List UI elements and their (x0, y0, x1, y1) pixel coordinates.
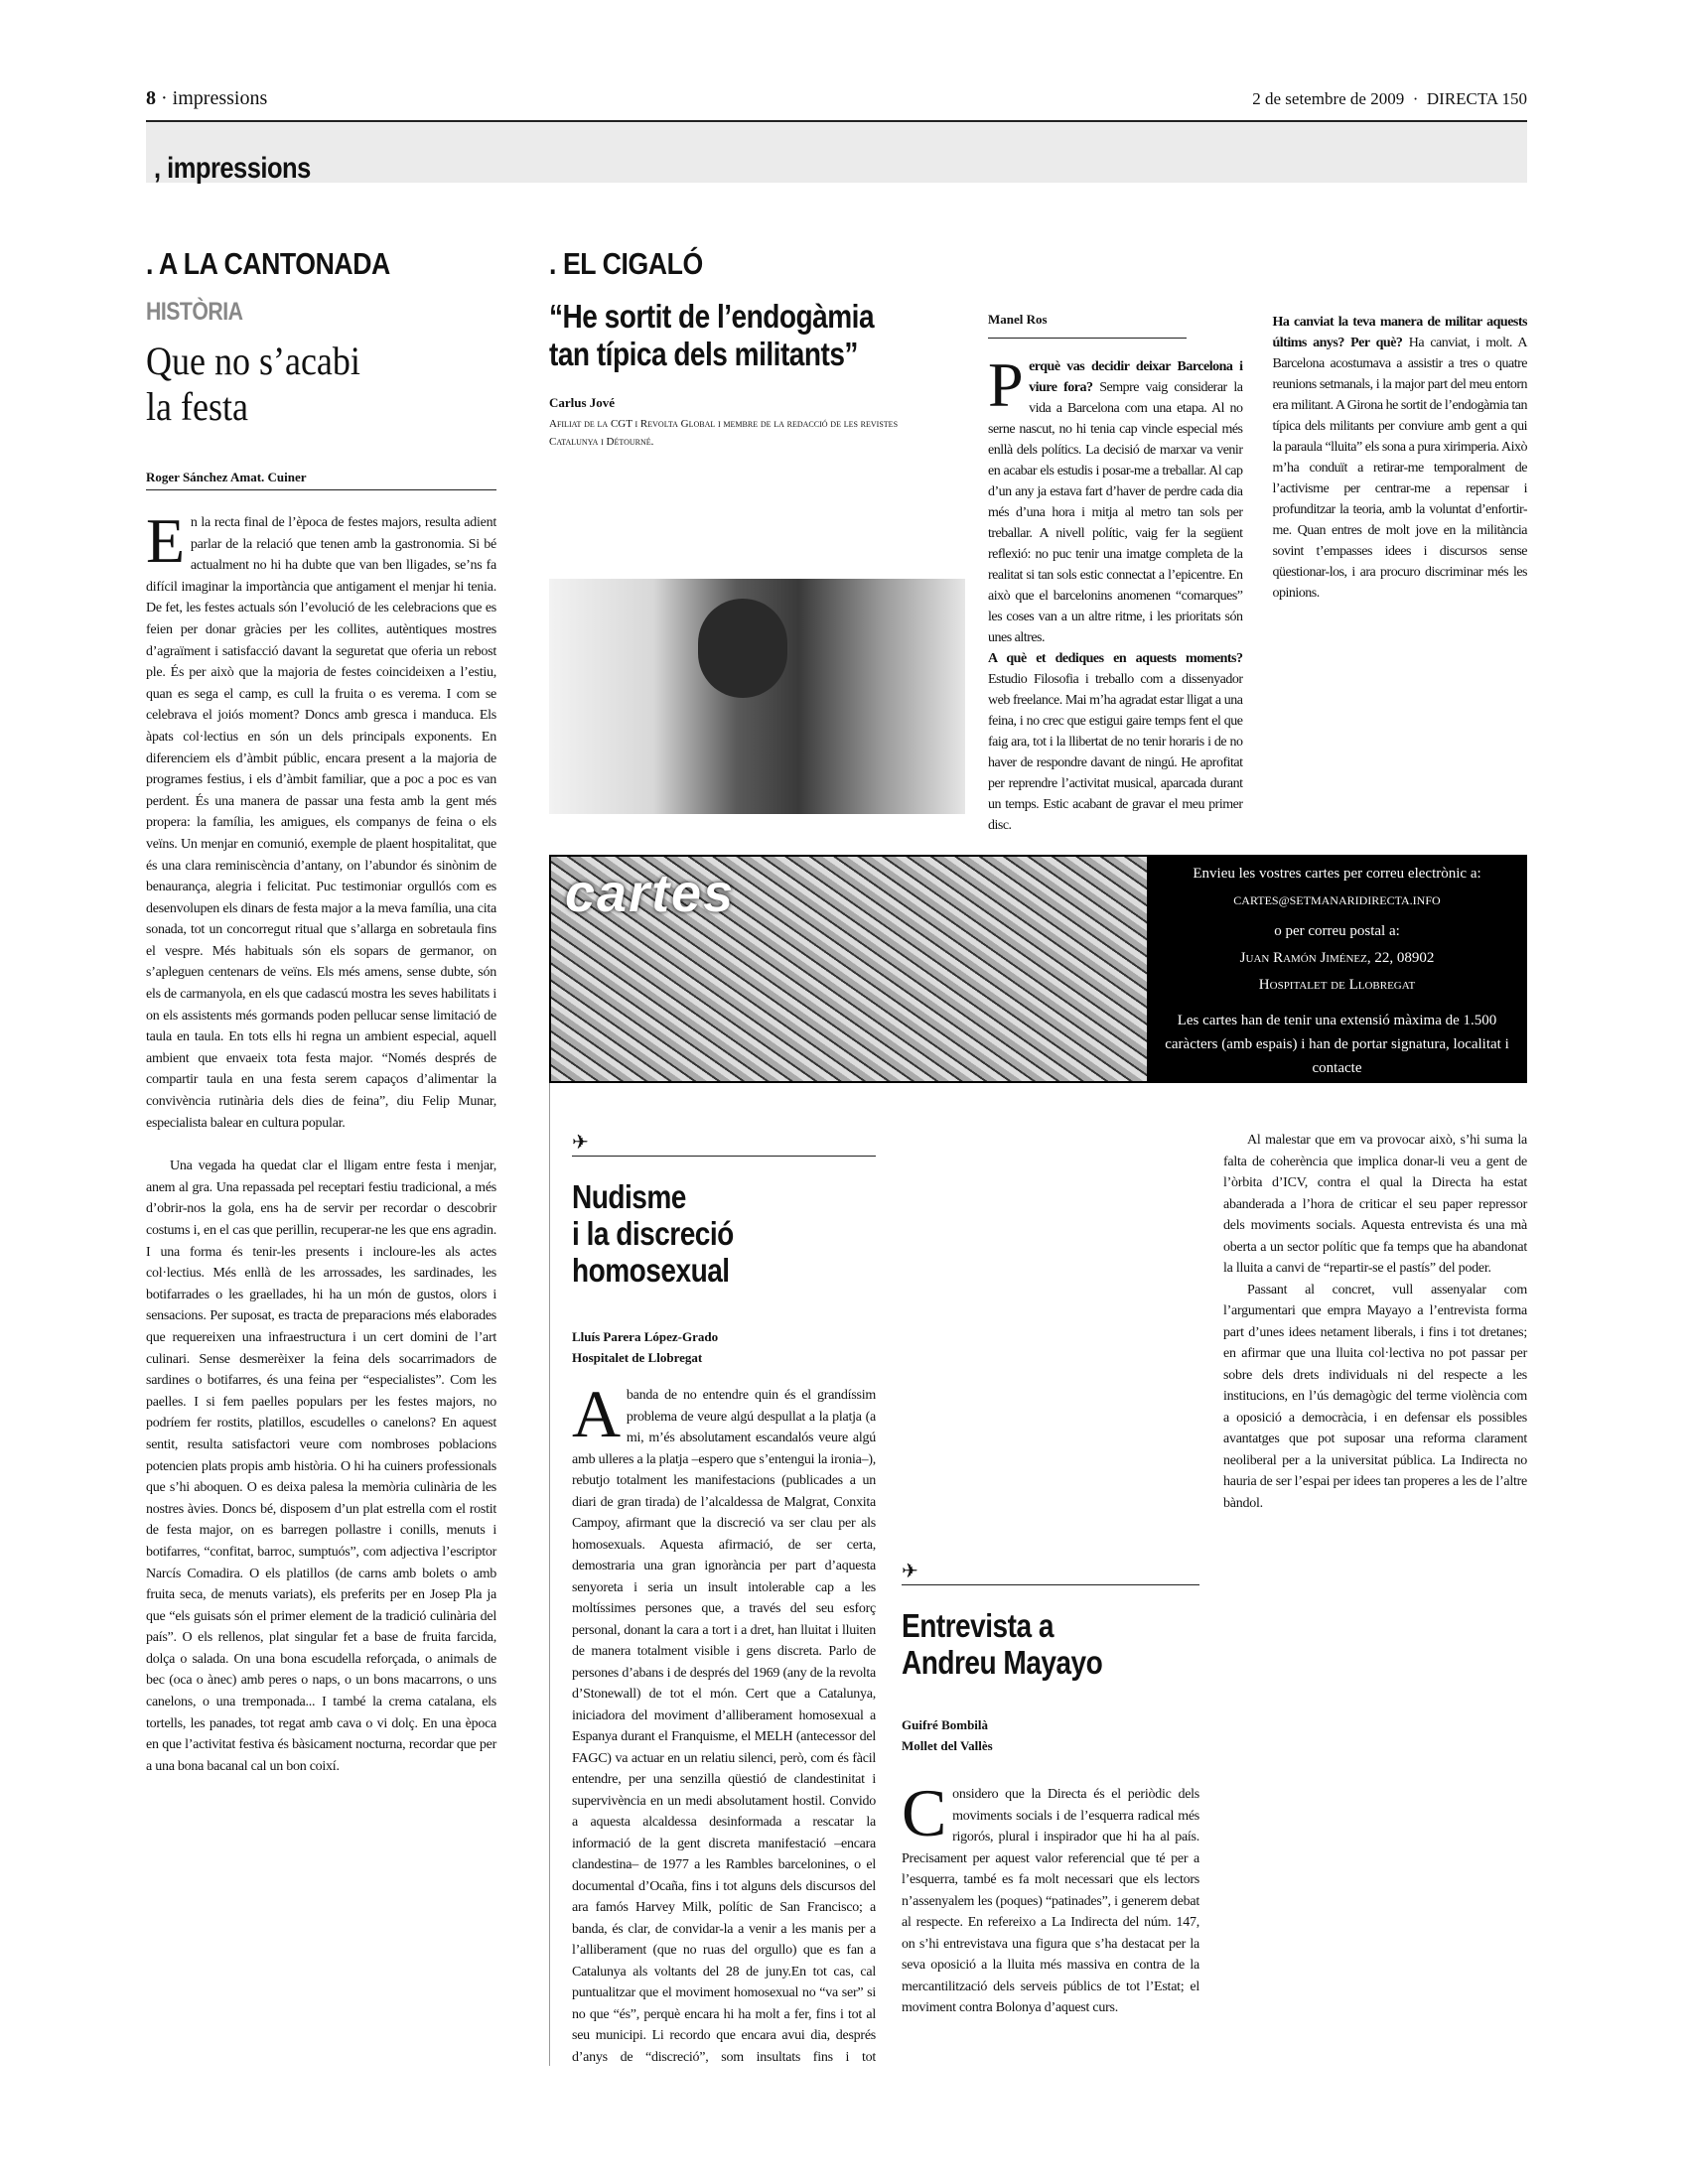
cantonada-article (146, 246, 496, 1777)
letter-author: Lluís Parera López-Grado Hospitalet de Llobregat (572, 1329, 719, 1365)
issue-info: 2 de setembre de 2009 · DIRECTA 150 (1252, 89, 1527, 108)
article-category: HISTÒRIA (146, 298, 243, 326)
cartes-rules: Les cartes han de tenir una extensió màxima de 1.500 caràcters (amb espais) i han de portar signatura, localitat i contacte (1165, 1013, 1509, 1076)
section-banner (146, 120, 1527, 183)
page-folio: 8 · impressions (146, 87, 268, 109)
letter-body-1b (902, 1130, 1199, 1437)
interview-body: Perquè vas decidir deixar Barcelona i viure fora? Sempre vaig considerar la vida a Barcelona com una etapa. Al no serne nascut, no hi tenia cap vincle especial més enllà dels polítics. La decisió de marxar va venir en acabar els estudis i posar-me a treballar. Al cap d’un any ja estava fart d’haver de perdre cada dia més d’una hora i mitja al metro tan sols per treballar. A nivell polític, vaig fer la següent reflexió: no puc tenir una imatge completa de la realitat si tan sols estic connectat a l’epicentre. En això que el barcelonins anomenen “comarques” les coses van a un altre ritme, i les prioritats són unes altres. A què et dediques en aquests moments? Estudio Filosofia i treballo com a dissenyador web freelance. Mai m’ha agradat estar lligat a una feina, i no crec que estigui gaire temps fent el que faig ara, tot i la llibertat de no tenir horaris i de no haver de respondre davant de ningú. He aprofitat per reprendre l’activitat musical, aparcada durant un temps. Estic acabant de gravar el meu primer disc. Ha canviat la teva manera de militar aquests últims anys? Per què? Ha canviat, i molt. A Barcelona acostumava a assistir a tres o quatre reunions setmanals, i la major part del meu entorn era militant. A Girona he sortit de l’endogàmia tan típica dels militants per conviure amb gent a qui la paraula “lluita” els sona a pura xirimperia. Això m’ha conduït a retirar-me temporalment de l’activisme per centrar-me a repensar i profunditzar la teoria, amb la voluntat d’enfortir-me. Quan entres de molt jove en la militància sovint t’empasses idees i discursos sense qüestionar-los, i ara procuro discriminar més les opinions. (988, 315, 1527, 833)
bird-icon: ✈ (902, 1561, 918, 1582)
cartes-instructions: Envieu les vostres cartes per correu electrònic a: CARTES@SETMANARIDIRECTA.INFO o per correu postal a: Juan Ramón Jiménez, 22, 08902 Hospitalet de Llobregat Les cartes han de tenir una extensió màxima de 1.500 caràcters (amb espais) i han de portar signatura, localitat i contacte (1147, 855, 1527, 1080)
cartes-email[interactable]: CARTES@SETMANARIDIRECTA.INFO (1233, 893, 1441, 907)
photo-figure (698, 599, 787, 698)
cigalo-header (549, 246, 936, 451)
interviewee-name: Carlus Jové (549, 395, 616, 410)
issue-date: 2 de setembre de 2009 (1252, 89, 1405, 108)
column-divider (549, 1083, 550, 2066)
cartes-box (549, 855, 1527, 1083)
letter-mayayo: ✈ Entrevista a Andreu Mayayo Guifré Bombilà Mollet del Vallès Considero que la Directa és el periòdic dels moviments socials i de l’esquerra radical més rigorós, plural i inspirador que hi ha al país. Precisament per aquest valor referencial que té per a l’esquerra, també es fa molt necessari que els lectors n’assenyalem les (poques) “patinades”, i generem debat al respecte. En refereixo a La Indirecta del núm. 147, on s’hi entrevistava una figura que s’ha destacat per la seva oposició a la lluita més massiva en contra de la mercantilització dels serveis públics de tot l’Estat; el moviment contra Bolonya d’aquest curs. (902, 1561, 1199, 2015)
bird-icon: ✈ (572, 1132, 589, 1154)
letter-body-1a: Abanda de no entendre quin és el grandíssim problema de veure algú despullat a la platja (a mi, m’és absolutament escandalós veure algú amb ulleres a la platja –espero que s’entengui la ironia–), rebutjo totalment les manifestacions (publicades a un diari de gran tirada) de l’alcaldessa de Malgrat, Conxita Campoy, afirmant que la discreció va ser clau per als homosexuals. Aquesta afirmació, de ser certa, demostraria una gran ignorància per part d’aquesta senyoreta i seria un insult intolerable cap a les moltíssimes persones que, a través del seu esforç personal, donant la cara a tort i a dret, han lluitat i lluiten de manera totalment visible i gens discreta. Parlo de persones d’abans i de després del 1969 (any de la revolta d’Stonewall) de tot el món. Cert que a Catalunya, iniciadora del moviment d’alliberament homosexual a Espanya durant el Franquisme, el MELH (antecessor del FAGC) va actuar en un relatiu silenci, però, com és fàcil entendre, per una senzilla qüestió de clandestinitat i supervivència en un medi absolutament hostil. Convido a aquesta alcaldessa desinformada a rescatar la informació de la gent discreta manifestació –encara clandestina– de 1977 a les Rambles barcelonines, o el documental d’Ocaña, fins i tot alguns dels discursos del ara famós Harvey Milk, polític de San Francisco; a banda, és clar, de convidar-la a venir a les manis per a l’alliberament (que no ruas del orgullo) que es fan a Catalunya als voltants del 28 de juny.En tot cas, cal puntualitzar que el moviment homosexual no “va ser” si no que “és”, perquè encara hi ha molt a fer, fins i tot al seu municipi. Li recordo que encara avui dia, després d’anys de “discreció”, som insultats fins i tot (572, 1385, 876, 2065)
interviewer-name: Manel Ros (988, 312, 1187, 339)
publication-name: DIRECTA 150 (1426, 89, 1527, 108)
letter-author: Guifré Bombilà Mollet del Vallès (902, 1717, 993, 1753)
article-title: Que no s’acabi la festa (146, 339, 360, 429)
section-title: , impressions (154, 152, 311, 185)
postal-address: Juan Ramón Jiménez, 22, 08902 (1239, 950, 1435, 966)
letter-nudisme (572, 1130, 876, 1368)
interviewee-photo (549, 579, 965, 814)
column-kicker: . A LA CANTONADA (146, 246, 390, 281)
column-kicker: . EL CIGALÓ (549, 246, 703, 281)
interview-text (988, 312, 1527, 848)
interviewee-bio: Afiliat de la CGT i Revolta Global i membre de la redacció de les revistes Catalunya i Détourné. (549, 418, 899, 448)
letter-body-2b: Al malestar que em va provocar això, s’hi suma la falta de coherència que implica donar-li veu a gent de l’òrbita d’ICV, contra el qual la Directa ha estat abanderada a l’hora de criticar el seu paper repressor dels moviments socials. Aquesta entrevista és una mà oberta a un sector polític que fa temps que ha abandonat la lluita a canvi de “repartir-se el pastís” del poder. Passant al concret, vull assenyalar com l’argumentari que empra Mayayo a l’entrevista forma part d’unes idees netament liberals, i fins i tot dretanes; en afirmar que una lluita col·lectiva no pot passar per sobre dels drets individuals ni del respecte a les institucions, en l’ús demagògic del terme violència com a oposició a democràcia, i en defensar els possibles avantatges que pot suposar una reforma clarament neoliberal per a la universitat pública. La Indirecta no hauria de ser l’espai per idees tan properes a les de l’altre bàndol. (1223, 1133, 1527, 1511)
letter-title: Entrevista a Andreu Mayayo (902, 1607, 1103, 1681)
cartes-logo: cartes (565, 864, 736, 923)
letter-title: Nudisme i la discreció homosexual (572, 1178, 734, 1289)
interview-title: “He sortit de l’endogàmia tan típica dels militants” (549, 298, 875, 372)
article-body: En la recta final de l’època de festes majors, resulta adient parlar de la relació que tenen amb la gastronomia. Si bé actualment no hi ha dubte que van ben lligades, se’ns fa difícil imaginar la importància que antigament el menjar hi tenia. De fet, les festes actuals són l’evolució de les celebracions que es feien per donar gràcies per les collites, autèntiques mostres d’agraïment i satisfacció davant la seguretat que oferia un rebost ple. És per això que la majoria de festes coincideixen a l’estiu, quan es sega el camp, es cull la fruita o es verema. I com se celebrava el joiós moment? Doncs amb gresca i manduca. Els àpats col·lectius en són un dels principals exponents. En diferenciem els d’àmbit públic, encara present a la majoria de programes festius, i els d’àmbit familiar, que a poc a poc es van perdent. És una manera de passar una festa amb la gent més propera: la família, les amigues, els companys de feina o els veïns. Un menjar en comunió, exemple de plaent hospitalitat, que és una clara reminiscència d’antany, on l’abundor és sinònim de benaurança, alegria i felicitat. Puc testimoniar orgullós com es desenvolupen els dinars de festa major a la meva família, una cita sonada, tot un concorregut ritual que s’allarga en sobretaula fins el vespre. Més habituals són els sopars de germanor, on s’apleguen centenars de veïns. Els més amens, sense dubte, són els de carmanyola, en els que cadascú mostra les seves habilitats i on els assistents més gormands poden pellucar sense limitació de taula en taula. En tots ells hi regna un ambient especial, aquell ambient que envaeix tota festa major. “Només després de compartir taula en una festa serem capaços d’alimentar la convivència rutinària dels dies de feina”, diu Felip Munar, especialista balear en cultura popular. Una vegada ha quedat clar el lligam entre festa i menjar, anem al gra. Una repassada pel receptari festiu tradicional, a més d’obrir-nos la gola, ens ha de servir per recordar o descobrir costums i, en el cas que perillin, recuperar-ne les que ens agradin. I una forma és tenir-les presents i incloure-les als actes col·lectius. Més enllà de les arrossades, les sardinades, les botifarrades o les graellades, hi ha un món de gustos, olors i sensacions. Per suposat, es tracta de preparacions més elaborades que requereixen una infraestructura i un cert domini de l’art culinari. Sense desmerèixer la feina dels socarrimadors de sardines o botifarres, és una feina per “especialistes”. Com les paelles. I si fem paelles populars per les festes majors, no podríem fer rostits, platillos, escudelles o canelons? En aquest sentit, resulta satisfactori veure com nombroses poblacions potencien plats propis amb història. O hi ha cuiners professionals que s’hi aboquen. O es deixa palesa la memòria culinària de les nostres àvies. Doncs bé, disposem d’un plat estrella com el rostit de festa major, on es barregen pollastre i conills, menuts i botifarres, “confitat, barroc, sumptuós”, com adjectiva l’escriptor Narcís Comadira. O els platillos (de carns amb bolets o amb fruita seca, de menuts variats), els preferits per en Josep Pla ja que “els guisats són el primer element de la tradició culinària del país”. O els rellenos, plat singular fet a base de fruita farcida, dolça o salada. On una bona escudella reforçada, o animals de bec (oca o ànec) amb peres o naps, o un bons macarrons, o uns canelons, o una tremponada... I també la crema catalana, els tortells, les panades, tot regat amb cava o vi dolç. En una època en que l’activitat festiva és bàsicament nocturna, recordar que per a una bona bacanal cal un bon coixí. (146, 505, 496, 1774)
byline: Roger Sánchez Amat. Cuiner (146, 470, 496, 490)
